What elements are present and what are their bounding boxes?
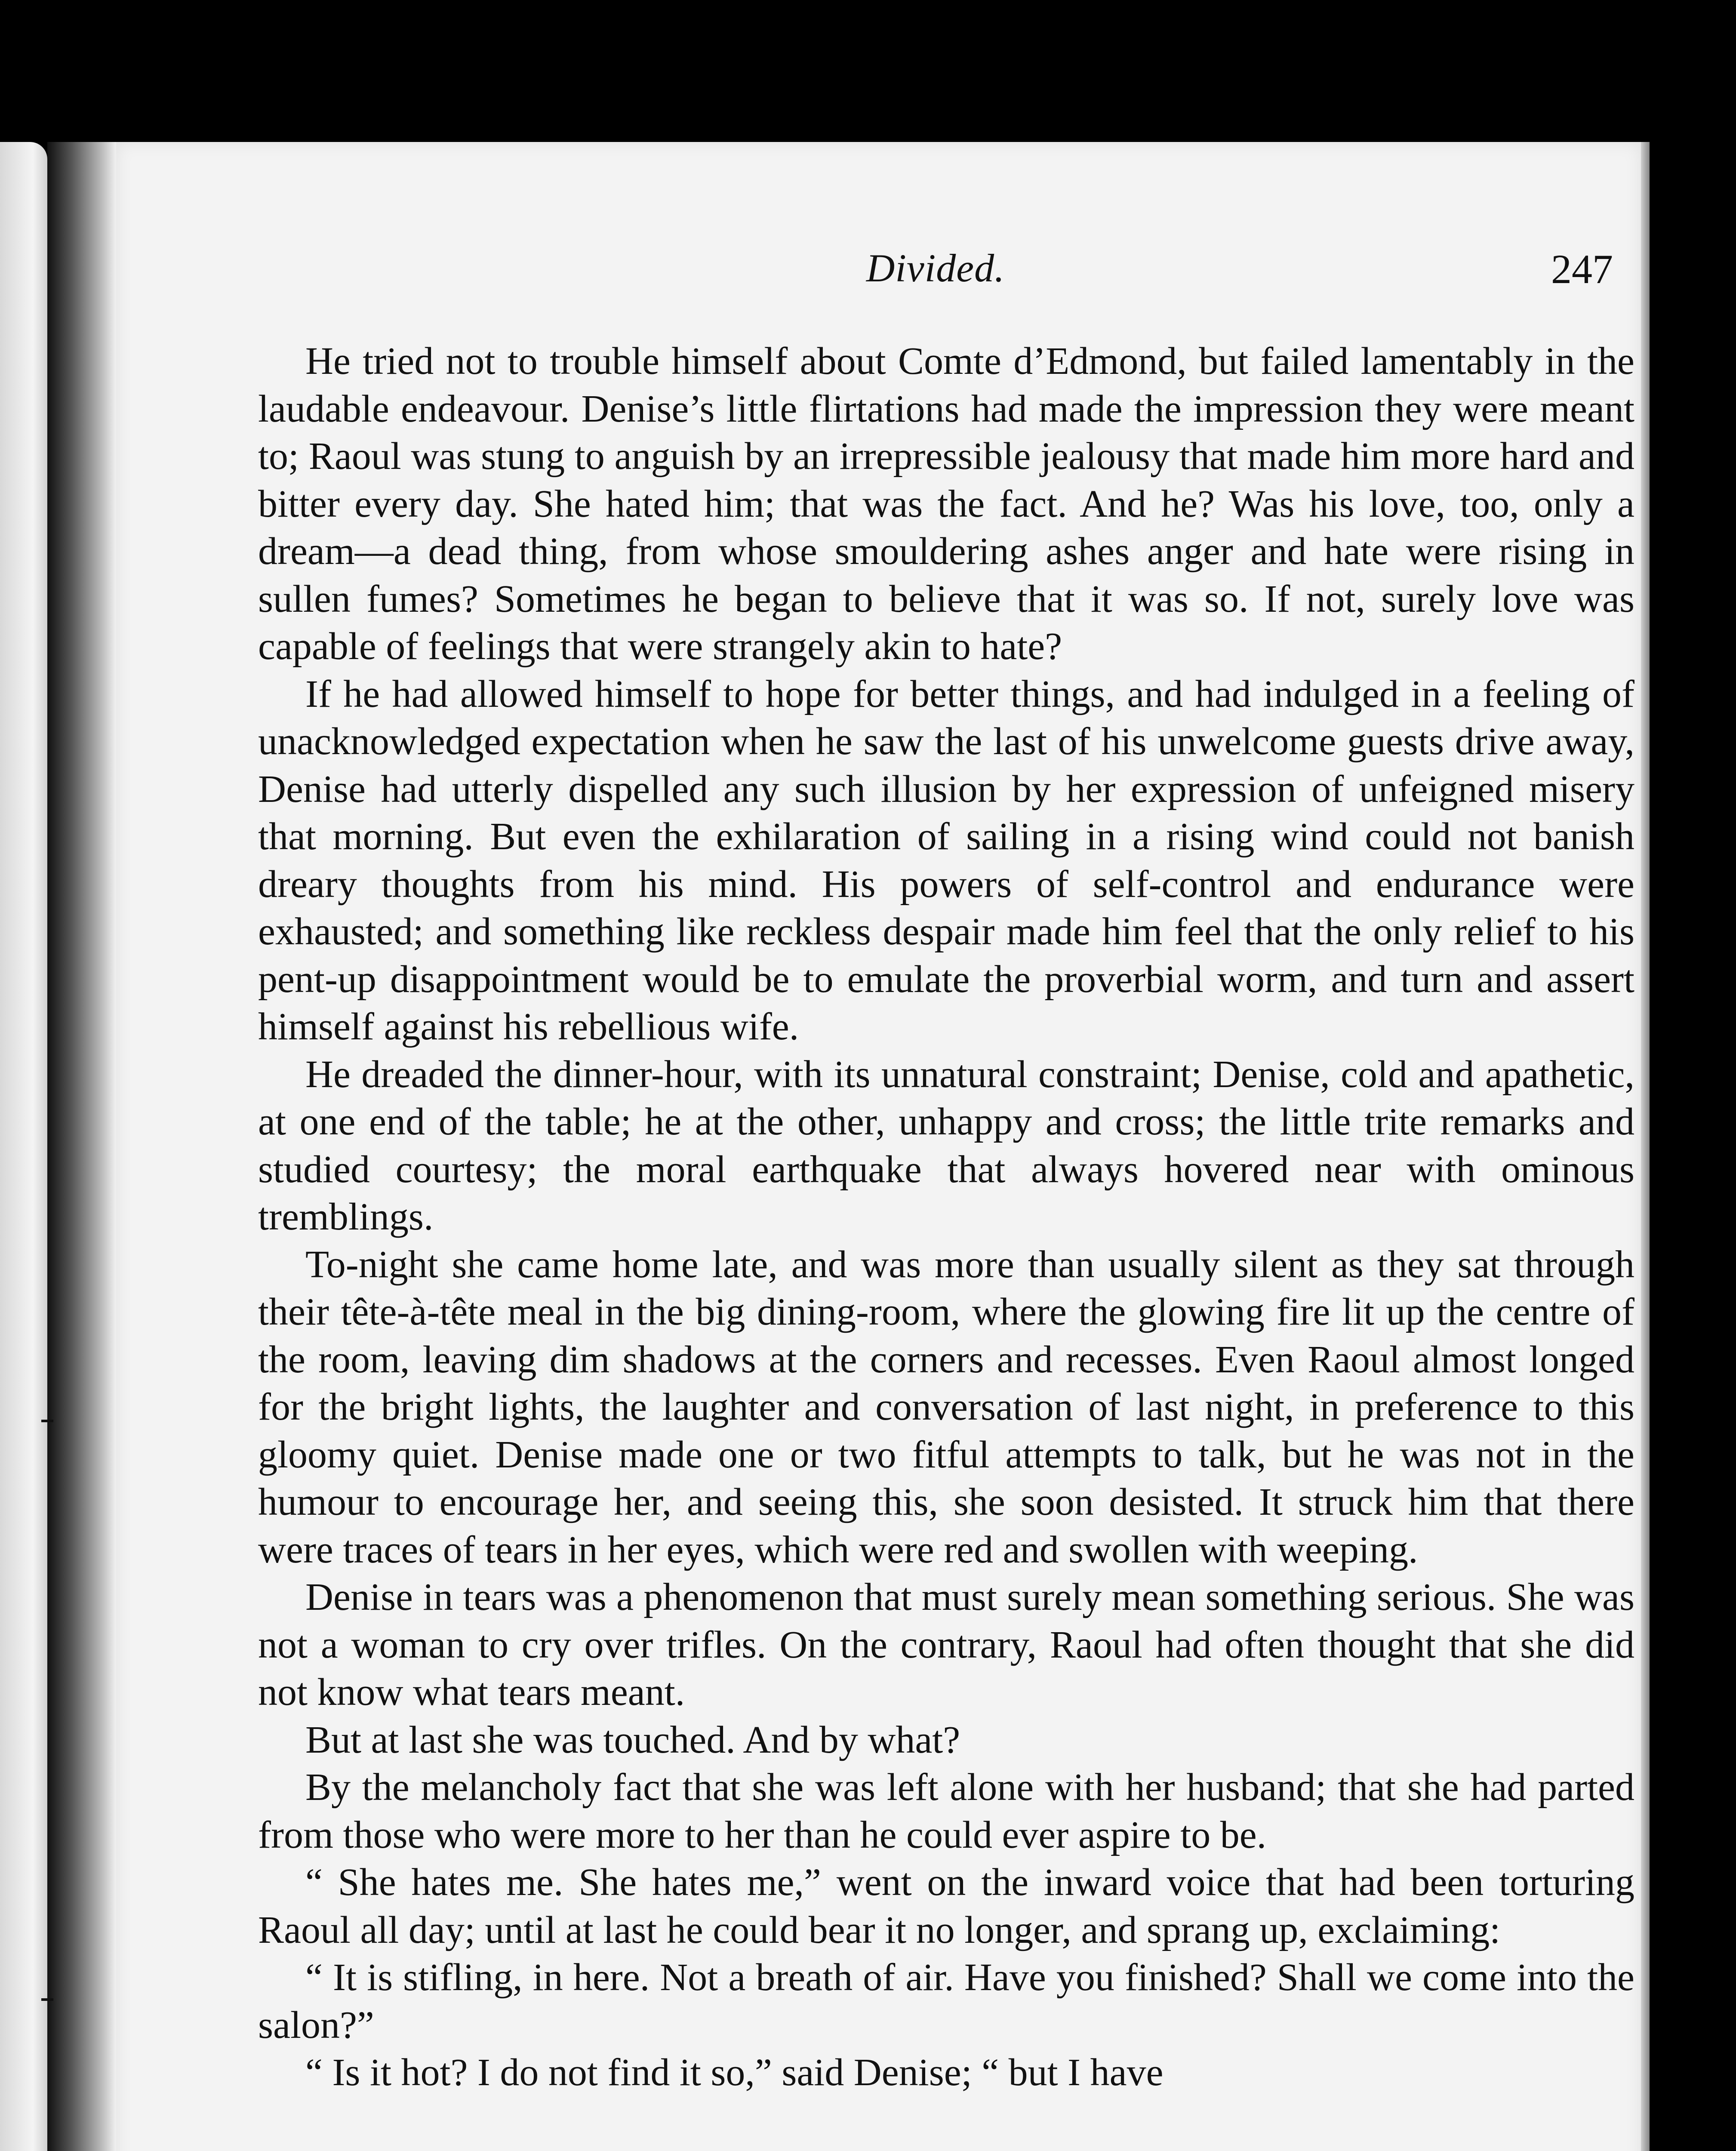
margin-mark [41, 1420, 53, 1422]
running-head [258, 245, 1613, 305]
running-title: Divided. [866, 246, 1005, 290]
paragraph: “ She hates me. She hates me,” went on the inward voice that had been torturing Raoul all day; until at last he could bear it no longer, and sprang up, exclaiming: [258, 1861, 1634, 1951]
paragraph: But at last she was touched. And by what? [305, 1718, 960, 1761]
paragraph: Denise in tears was a phenomenon that must surely mean something serious. She was not a woman to cry over trifles. On the contrary, Raoul had often thought that she did not know what tears meant. [258, 1576, 1634, 1713]
paragraph: “ Is it hot? I do not find it so,” said Denise; “ but I have [305, 2051, 1163, 2094]
paragraph: To-night she came home late, and was more than usually silent as they sat through their tête-à-tête meal in the big dining-room, where the glowing fire lit up the centre of the room, leaving dim shadows at the corners and recesses. Even Raoul almost longed for the bright lights, the laughter and conversation of last night, in preference to this gloomy quiet. Denise made one or two fitful attempts to talk, but he was not in the humour to encourage her, and seeing this, she soon desisted. It struck him that there were traces of tears in her eyes, which were red and swollen with weeping. [258, 1243, 1634, 1571]
body-text [258, 338, 1634, 2097]
paragraph: By the melancholy fact that she was left alone with her husband; that she had parted from those who were more to her than he could ever aspire to be. [258, 1766, 1634, 1856]
paragraph: He tried not to trouble himself about Comte d’Edmond, but failed lamentably in the laudable endeavour. Denise’s little flirtations had made the impression they were meant to; Raoul was stung to anguish by an irrepressible jealousy that made him more hard and bitter every day. She hated him; that was the fact. And he? Was his love, too, only a dream—a dead thing, from whose smouldering ashes anger and hate were rising in sullen fumes? Sometimes he began to believe that it was so. If not, surely love was capable of feelings that were strangely akin to hate? [258, 340, 1634, 668]
previous-page-edge [0, 142, 47, 2151]
page-number: 247 [1551, 246, 1613, 292]
margin-mark [41, 1998, 53, 2001]
gutter-shadow [47, 142, 116, 2151]
book-page [116, 142, 1641, 2151]
page-edge [1641, 142, 1650, 2151]
paragraph: “ It is stifling, in here. Not a breath of air. Have you finished? Shall we come into the salon?” [258, 1956, 1634, 2046]
paragraph: If he had allowed himself to hope for better things, and had indulged in a feeling of unacknowledged expectation when he saw the last of his unwelcome guests drive away, Denise had utterly dispelled any such illusion by her expression of unfeigned misery that morning. But even the exhilaration of sailing in a rising wind could not banish dreary thoughts from his mind. His powers of self-control and endurance were exhausted; and something like reckless despair made him feel that the only relief to his pent-up disappointment would be to emulate the proverbial worm, and turn and assert himself against his rebellious wife. [258, 672, 1634, 1048]
paragraph: He dreaded the dinner-hour, with its unnatural constraint; Denise, cold and apathetic, at one end of the table; he at the other, unhappy and cross; the little trite remarks and studied courtesy; the moral earthquake that always hovered near with ominous tremblings. [258, 1053, 1634, 1238]
